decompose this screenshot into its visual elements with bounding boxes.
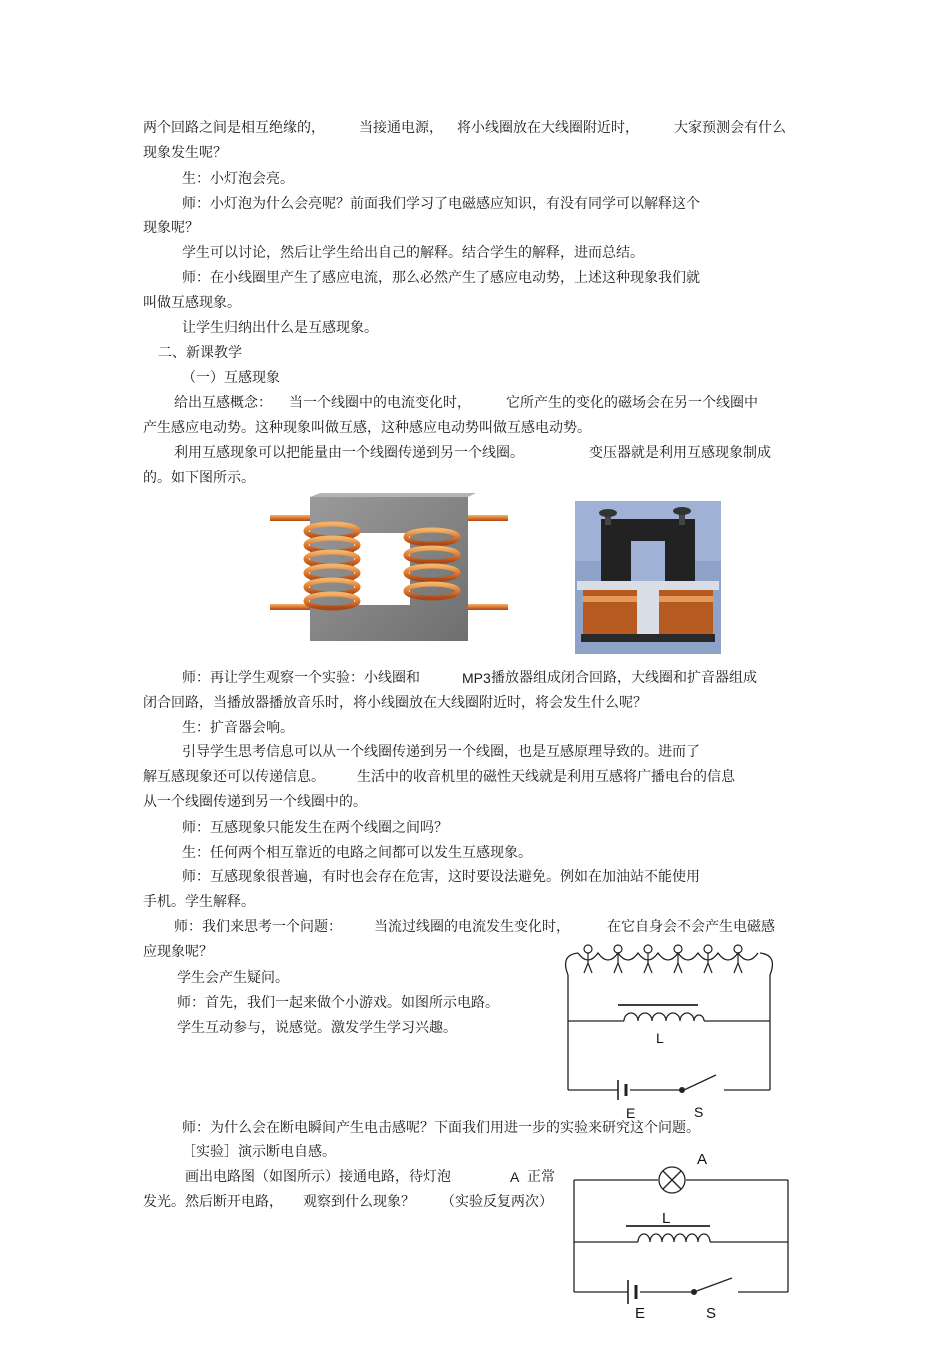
text-segment: 将小线圈放在大线圈附近时， <box>457 120 639 136</box>
text-line: 师：首先，我们一起来做个小游戏。如图所示电路。 <box>177 995 499 1011</box>
text-segment: 大家预测会有什么 <box>674 120 786 136</box>
switch-label: S <box>706 1305 717 1322</box>
lamp-label: A <box>697 1151 708 1168</box>
text-line: 闭合回路，当播放器播放音乐时，将小线圈放在大线圈附近时，将会发生什么呢？ <box>143 695 647 711</box>
text-line: 从一个线圈传递到另一个线圈中的。 <box>143 794 367 810</box>
text-line: 生：扩音器会响。 <box>182 720 294 736</box>
coil-label: L <box>656 1030 664 1046</box>
text-line: 现象呢？ <box>143 220 199 236</box>
text-line: 师：互感现象很普遍，有时也会存在危害，这时要设法避免。例如在加油站不能使用 <box>182 869 700 885</box>
text-segment: 正常 <box>527 1169 555 1185</box>
text-segment: 两个回路之间是相互绝缘的， <box>143 120 325 136</box>
battery-label: E <box>626 1105 636 1121</box>
text-segment: 它所产生的变化的磁场会在另一个线圈中 <box>506 395 758 411</box>
transformer-illustration <box>270 493 508 643</box>
text-line: 学生可以讨论，然后让学生给出自己的解释。结合学生的解释，进而总结。 <box>182 245 644 261</box>
text-line: 生：任何两个相互靠近的电路之间都可以发生互感现象。 <box>182 845 532 861</box>
text-line: 的。如下图所示。 <box>143 470 255 486</box>
text-segment: 画出电路图（如图所示）接通电路，待灯泡 <box>185 1169 451 1185</box>
transformer-photo <box>575 501 721 654</box>
text-segment: MP3 <box>462 670 491 686</box>
text-segment: 播放器组成闭合回路，大线圈和扩音器组成 <box>491 670 757 686</box>
text-line: ［实验］演示断电自感。 <box>182 1144 336 1160</box>
text-line: 学生会产生疑问。 <box>177 970 289 986</box>
text-line: 师：为什么会在断电瞬间产生电击感呢？下面我们用进一步的实验来研究这个问题。 <box>182 1120 700 1136</box>
coil-label: L <box>662 1210 671 1227</box>
text-segment: 解互感现象还可以传递信息。 <box>143 769 325 785</box>
text-segment: 当一个线圈中的电流变化时， <box>289 395 471 411</box>
text-segment: 给出互感概念： <box>174 395 272 411</box>
text-segment: 师：我们来思考一个问题： <box>174 919 342 935</box>
text-line: 应现象呢？ <box>143 944 213 960</box>
circuit-diagram-self-induction <box>568 1160 794 1310</box>
text-line: 师：小灯泡为什么会亮呢？前面我们学习了电磁感应知识，有没有同学可以解释这个 <box>182 196 700 212</box>
text-line: 生：小灯泡会亮。 <box>182 171 294 187</box>
text-line: 师：在小线圈里产生了感应电流，那么必然产生了感应电动势，上述这种现象我们就 <box>182 270 700 286</box>
text-segment: 发光。然后断开电路， <box>143 1194 283 1210</box>
text-line: 产生感应电动势。这种现象叫做互感，这种感应电动势叫做互感电动势。 <box>143 420 591 436</box>
text-segment: 当流过线圈的电流发生变化时， <box>374 919 570 935</box>
text-segment: 师：再让学生观察一个实验：小线圈和 <box>182 670 420 686</box>
text-line: 手机。学生解释。 <box>143 894 255 910</box>
subsection-heading: （一）互感现象 <box>182 370 280 386</box>
text-segment: 生活中的收音机里的磁性天线就是利用互感将广播电台的信息 <box>357 769 735 785</box>
text-line: 让学生归纳出什么是互感现象。 <box>182 320 378 336</box>
section-heading: 二、新课教学 <box>158 345 242 361</box>
text-segment: A <box>510 1169 520 1185</box>
switch-label: S <box>694 1104 704 1120</box>
text-segment: 变压器就是利用互感现象制成 <box>589 445 771 461</box>
text-line: 师：互感现象只能发生在两个线圈之间吗？ <box>182 820 448 836</box>
battery-label: E <box>635 1305 646 1322</box>
circuit-diagram-game <box>558 935 780 1105</box>
text-line: 学生互动参与，说感觉。激发学生学习兴趣。 <box>177 1020 457 1036</box>
text-segment: 在它自身会不会产生电磁感 <box>607 919 775 935</box>
text-line: 引导学生思考信息可以从一个线圈传递到另一个线圈，也是互感原理导致的。进而了 <box>182 744 700 760</box>
text-line: 叫做互感现象。 <box>143 295 241 311</box>
text-segment: 利用互感现象可以把能量由一个线圈传递到另一个线圈。 <box>174 445 524 461</box>
text-segment: 观察到什么现象？ <box>303 1194 415 1210</box>
text-segment: 当接通电源， <box>359 120 443 136</box>
text-segment: （实验反复两次） <box>441 1194 553 1210</box>
text-line: 现象发生呢？ <box>143 145 227 161</box>
